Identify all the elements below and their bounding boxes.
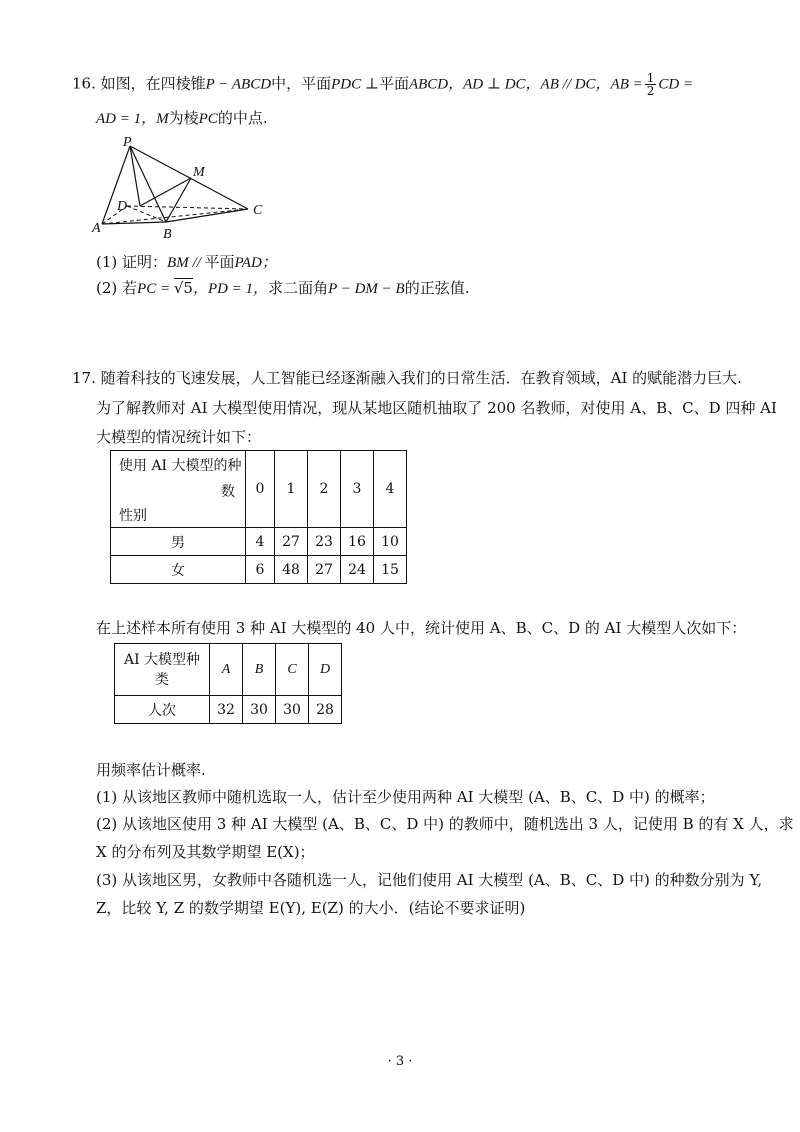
label-a: A xyxy=(92,221,101,236)
table1-col-header: 2 xyxy=(308,451,341,528)
q16-math: P − ABCD xyxy=(205,76,272,93)
label-d: D xyxy=(117,199,128,214)
table1-cell: 6 xyxy=(246,556,275,584)
fraction-one-half xyxy=(645,72,657,97)
q16-math: PC xyxy=(198,111,218,127)
sqrt-five: √5 xyxy=(173,279,193,297)
table2-col-header: C xyxy=(276,644,309,696)
q17-part3-line1: (3) 从该地区男，女教师中各随机选一人，记他们使用 AI 大模型 (A、B、C、D 中) 的种数分别为 Y, xyxy=(96,871,763,889)
q17-between-text: 在上述样本所有使用 3 种 AI 大模型的 40 人中，统计使用 A、B、C、D 的 AI 大模型人次如下： xyxy=(96,619,747,637)
table1-header-top: 使用 AI 大模型的种 xyxy=(119,458,242,474)
q17-part2-line1: (2) 从该地区使用 3 种 AI 大模型 (A、B、C、D 中) 的教师中，随机选出 3 人，记使用 B 的有 X 人，求 xyxy=(96,815,794,833)
table1-cell: 15 xyxy=(374,556,407,584)
table2-row-label: 人次 xyxy=(115,696,210,724)
q17-intro-text: 随着科技的飞速发展，人工智能已经逐渐融入我们的日常生活．在教育领域，AI 的赋能潜力巨大. xyxy=(100,369,742,387)
table2-col-header: B xyxy=(243,644,276,696)
usage-count-table xyxy=(110,450,407,584)
table2-header-line2: 类 xyxy=(155,671,169,688)
label-b: B xyxy=(163,227,172,242)
q17-estimate: 用频率估计概率. xyxy=(96,761,206,779)
table1-col-header: 3 xyxy=(341,451,374,528)
q16-text: 中，平面 xyxy=(271,74,332,93)
table2-cell: 30 xyxy=(243,696,276,724)
q16-text: (1) 证明： xyxy=(96,253,168,271)
q16-line2 xyxy=(96,108,268,129)
q16-math: P − DM − B xyxy=(328,281,405,297)
q16-part1 xyxy=(96,252,277,273)
q17-intro-line2: 为了解教师对 AI 大模型使用情况，现从某地区随机抽取了 200 名教师，对使用 A、B、C、D 四种 AI xyxy=(96,399,777,417)
table2-row xyxy=(115,696,342,724)
fraction-denominator: 2 xyxy=(646,84,655,98)
table1-row-male xyxy=(111,528,407,556)
table1-header-bottom: 性别 xyxy=(119,508,147,524)
table1-col-header: 1 xyxy=(275,451,308,528)
fraction-numerator: 1 xyxy=(646,71,655,85)
table1-row-female xyxy=(111,556,407,584)
table1-cell: 10 xyxy=(374,528,407,556)
label-c: C xyxy=(253,203,263,218)
table1-col-header: 4 xyxy=(374,451,407,528)
q16-math: PC = xyxy=(137,281,174,297)
table1-row-label: 女 xyxy=(111,556,246,584)
table2-header xyxy=(115,644,210,696)
q16-text: 的中点. xyxy=(217,109,268,127)
table1-cell: 23 xyxy=(308,528,341,556)
q16-part2 xyxy=(96,278,470,299)
q16-text: (2) 若 xyxy=(96,279,138,297)
q16-math: PDC ⊥ xyxy=(331,76,379,93)
page-number: · 3 · xyxy=(387,1054,413,1069)
q17-intro-line1 xyxy=(72,368,742,388)
table2-cell: 32 xyxy=(210,696,243,724)
table1-cell: 27 xyxy=(308,556,341,584)
q16-line1 xyxy=(72,72,693,97)
q17-intro-line3: 大模型的情况统计如下： xyxy=(96,428,262,446)
q17-part2-line2: X 的分布列及其数学期望 E(X)； xyxy=(96,843,315,861)
table2-col-header: D xyxy=(309,644,342,696)
label-m: M xyxy=(193,165,205,180)
q16-math: ，PD = 1， xyxy=(192,281,269,297)
table1-cell: 4 xyxy=(246,528,275,556)
q16-math: PAD； xyxy=(234,255,277,271)
q16-math: AD = 1， xyxy=(96,111,157,127)
q17-part1: (1) 从该地区教师中随机选取一人，估计至少使用两种 AI 大模型 (A、B、C、D 中) 的概率； xyxy=(96,788,715,806)
table2-cell: 30 xyxy=(276,696,309,724)
table1-cell: 24 xyxy=(341,556,374,584)
table2-col-header: A xyxy=(210,644,243,696)
table1-header-mid: 数 xyxy=(221,484,235,500)
table1-cell: 16 xyxy=(341,528,374,556)
q16-number: 16. xyxy=(72,74,96,93)
model-usage-table xyxy=(114,643,342,724)
q16-text: 平面 xyxy=(204,253,235,271)
q17-part3-line2: Z，比较 Y, Z 的数学期望 E(Y), E(Z) 的大小．(结论不要求证明) xyxy=(96,899,526,917)
q16-text: 如图，在四棱锥 xyxy=(100,74,206,93)
q16-text: 的正弦值. xyxy=(404,279,470,297)
table1-cell: 27 xyxy=(275,528,308,556)
q17-number: 17. xyxy=(72,369,96,387)
q16-math: M xyxy=(156,111,169,127)
q16-math: CD = xyxy=(658,76,694,93)
label-p: P xyxy=(123,135,132,150)
table1-col-header: 0 xyxy=(246,451,275,528)
q16-text: 求二面角 xyxy=(268,279,329,297)
table2-header-line1: AI 大模型种 xyxy=(123,651,201,668)
table1-diagonal-header xyxy=(111,451,246,528)
q16-text: 平面 xyxy=(378,74,409,93)
pyramid-figure xyxy=(90,134,280,244)
q16-text: 为棱 xyxy=(168,109,199,127)
q16-math: BM // xyxy=(167,255,205,271)
q16-math: ABCD，AD ⊥ DC，AB // DC，AB = xyxy=(408,76,643,93)
table1-row-label: 男 xyxy=(111,528,246,556)
table1-cell: 48 xyxy=(275,556,308,584)
table2-cell: 28 xyxy=(309,696,342,724)
